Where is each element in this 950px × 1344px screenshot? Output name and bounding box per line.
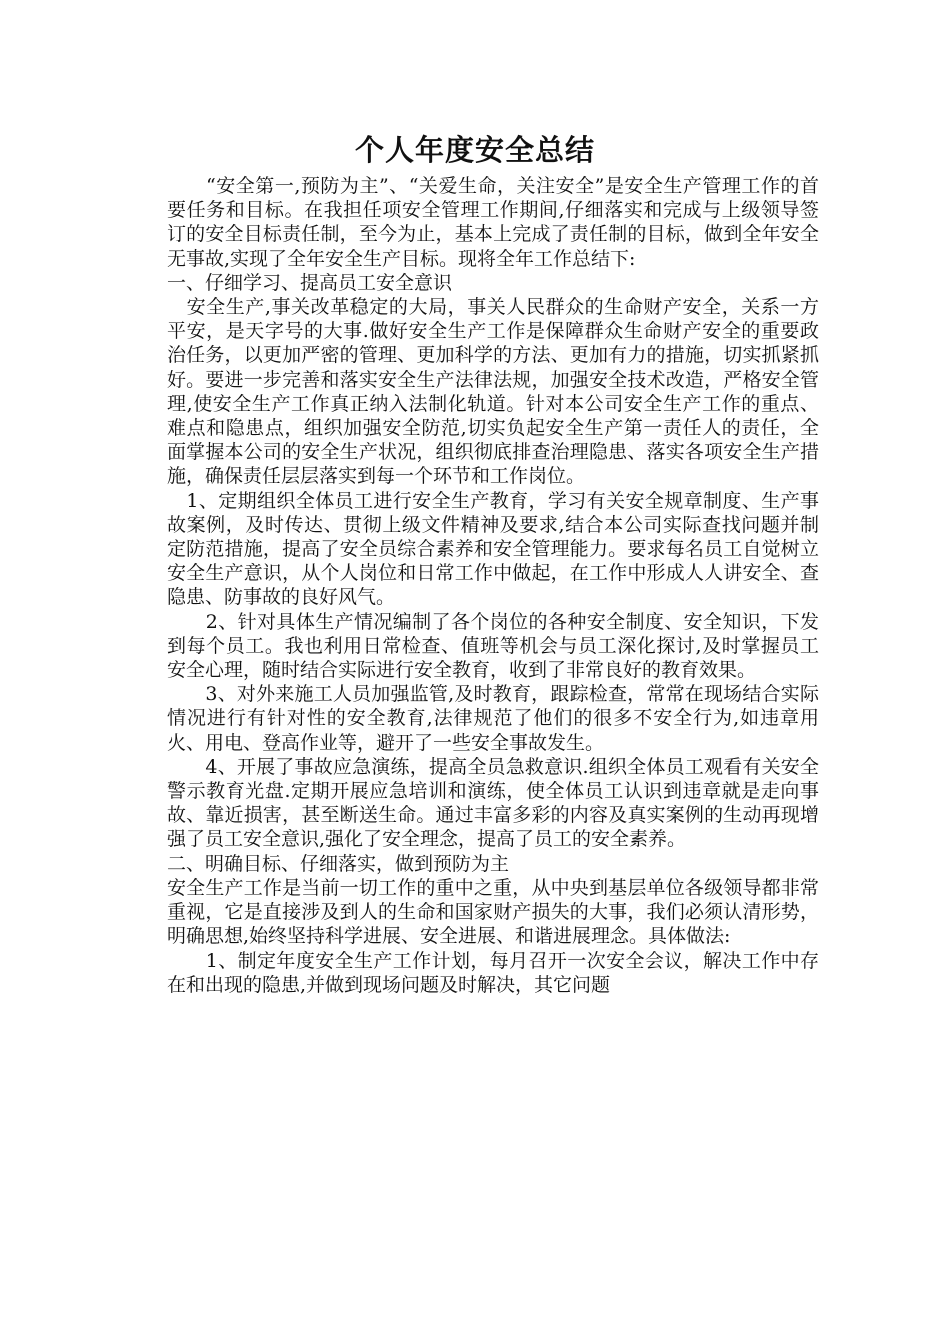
document-body xyxy=(167,174,819,997)
section-1-item-4: 4、开展了事故应急演练，提高全员急救意识.组织全体员工观看有关安全警示教育光盘.定期开展应急培训和演练，使全体员工认识到违章就是走向事故、靠近损害，甚至断送生命。通过丰富多彩的内容及真实案例的生动再现增强了员工安全意识,强化了安全理念，提高了员工的安全素养。 xyxy=(167,755,819,851)
section-heading-1: 一、仔细学习、提高员工安全意识 xyxy=(167,271,453,294)
section-2-item-1: 1、制定年度安全生产工作计划，每月召开一次安全会议，解决工作中存在和出现的隐患,并做到现场问题及时解决，其它问题 xyxy=(167,949,819,996)
page-title: 个人年度安全总结 xyxy=(354,133,595,167)
section-1-item-2: 2、针对具体生产情况编制了各个岗位的各种安全制度、安全知识，下发到每个员工。我也利用日常检查、值班等机会与员工深化探讨,及时掌握员工安全心理，随时结合实际进行安全教育，收到了非常良好的教育效果。 xyxy=(167,610,819,682)
intro-paragraph: “安全第一,预防为主”、“关爱生命，关注安全”是安全生产管理工作的首要任务和目标。在我担任项安全管理工作期间,仔细落实和完成与上级领导签订的安全目标责任制，至今为止，基本上完成了责任制的目标，做到全年安全无事故,实现了全年安全生产目标。现将全年工作总结下: xyxy=(167,175,819,270)
section-1-item-1: 1、定期组织全体员工进行安全生产教育，学习有关安全规章制度、生产事故案例，及时传达、贯彻上级文件精神及要求,结合本公司实际查找问题并制定防范措施，提高了安全员综合素养和安全管理能力。要求每名员工自觉树立安全生产意识，从个人岗位和日常工作中做起，在工作中形成人人讲安全、查隐患、防事故的良好风气。 xyxy=(167,489,819,609)
section-1-paragraph: 安全生产,事关改革稳定的大局，事关人民群众的生命财产安全，关系一方平安，是天字号的大事.做好安全生产工作是保障群众生命财产安全的重要政治任务，以更加严密的管理、更加科学的方法、更加有力的措施，切实抓紧抓好。要进一步完善和落实安全生产法律法规，加强安全技术改造，严格安全管理,使安全生产工作真正纳入法制化轨道。针对本公司安全生产工作的重点、难点和隐患点，组织加强安全防范,切实负起安全生产第一责任人的责任，全面掌握本公司的安全生产状况，组织彻底排查治理隐患、落实各项安全生产措施，确保责任层层落实到每一个环节和工作岗位。 xyxy=(167,296,819,488)
section-heading-2: 二、明确目标、仔细落实，做到预防为主 xyxy=(167,852,510,875)
section-2-paragraph: 安全生产工作是当前一切工作的重中之重，从中央到基层单位各级领导都非常重视，它是直接涉及到人的生命和国家财产损失的大事，我们必须认清形势，明确思想,始终坚持科学进展、安全进展、和谐进展理念。具体做法: xyxy=(167,876,819,948)
section-1-item-3: 3、对外来施工人员加强监管,及时教育，跟踪检查，常常在现场结合实际情况进行有针对性的安全教育,法律规范了他们的很多不安全行为,如违章用火、用电、登高作业等，避开了一些安全事故发生。 xyxy=(167,683,819,754)
